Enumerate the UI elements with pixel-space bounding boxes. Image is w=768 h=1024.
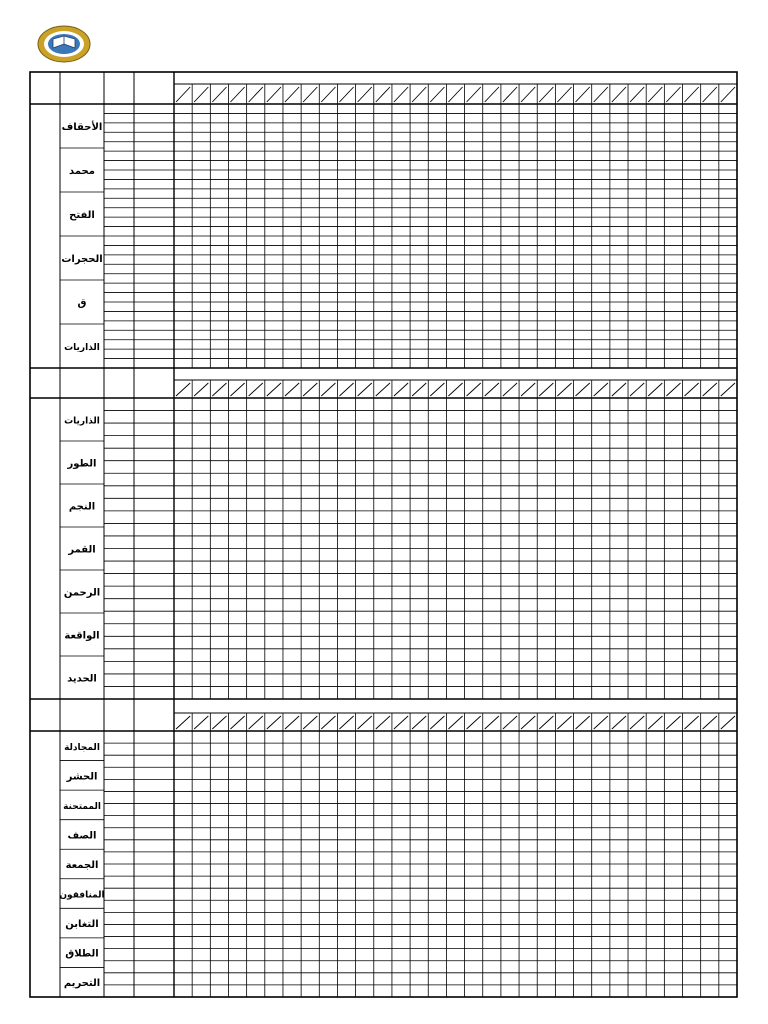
surah-label: المنافقون [59,890,105,901]
date-slash [539,87,553,102]
surah-label: التحريم [63,978,101,990]
date-slash [412,383,426,396]
surah-label: الطلاق [65,948,99,960]
date-slash [394,716,408,729]
date-slash [267,87,281,102]
surah-label: التغابن [65,919,99,931]
date-slash [467,87,481,102]
date-slash [612,716,626,729]
date-slash [376,383,390,396]
surah-label: الجمعة [65,860,99,871]
date-slash [448,383,462,396]
surah-label: المجادلة [64,742,100,753]
date-slash [594,716,608,729]
date-slash [721,716,735,729]
date-slash [339,716,353,729]
surah-label: الطور [67,458,97,470]
surah-label: النجم [68,501,96,513]
date-slash [430,87,444,102]
date-slash [321,87,335,102]
date-slash [249,716,263,729]
date-slash [194,383,208,396]
date-slash [267,383,281,396]
surah-label: ق [77,298,87,309]
date-slash [321,716,335,729]
date-slash [521,716,535,729]
date-slash [703,716,717,729]
date-slash [176,383,190,396]
date-slash [467,716,481,729]
date-slash [430,383,444,396]
date-slash [321,383,335,396]
date-slash [594,87,608,102]
date-slash [430,716,444,729]
date-slash [212,87,226,102]
surah-label: الأحقاف [61,122,103,133]
date-slash [685,87,699,102]
surah-label: محمد [69,166,95,177]
date-slash [485,383,499,396]
date-slash [648,383,662,396]
date-slash [303,716,317,729]
date-slash [176,87,190,102]
table-frame [30,72,737,997]
date-slash [485,87,499,102]
date-slash [557,87,571,102]
date-slash [648,716,662,729]
date-slash [666,87,680,102]
date-slash [503,87,517,102]
date-slash [503,383,517,396]
date-slash [485,716,499,729]
date-slash [448,716,462,729]
date-slash [194,87,208,102]
surah-label: الواقعة [64,630,100,642]
date-slash [376,87,390,102]
date-slash [249,383,263,396]
date-slash [376,716,390,729]
date-slash [212,383,226,396]
date-slash [539,383,553,396]
date-slash [612,383,626,396]
date-slash [339,87,353,102]
date-slash [612,87,626,102]
date-slash [467,383,481,396]
date-slash [576,716,590,729]
date-slash [212,716,226,729]
date-slash [230,383,244,396]
date-slash [648,87,662,102]
date-slash [394,383,408,396]
date-slash [412,87,426,102]
date-slash [576,383,590,396]
date-slash [557,716,571,729]
surah-label: الحجرات [61,254,103,265]
date-slash [576,87,590,102]
date-slash [521,87,535,102]
surah-label: الحشر [66,771,98,783]
date-slash [630,383,644,396]
date-slash [557,383,571,396]
date-slash [521,383,535,396]
date-slash [303,383,317,396]
date-slash [358,87,372,102]
date-slash [503,716,517,729]
surah-label: الحديد [67,673,97,685]
surah-label: الذاريات [64,416,100,427]
surah-label: الفتح [69,210,95,221]
date-slash [267,716,281,729]
date-slash [249,87,263,102]
date-slash [703,87,717,102]
date-slash [285,87,299,102]
date-slash [230,87,244,102]
date-slash [721,87,735,102]
date-slash [285,383,299,396]
date-slash [303,87,317,102]
date-slash [539,716,553,729]
date-slash [703,383,717,396]
date-slash [630,87,644,102]
date-slash [194,716,208,729]
date-slash [685,383,699,396]
date-slash [394,87,408,102]
surah-label: الذاريات [64,343,100,353]
date-slash [358,716,372,729]
date-slash [358,383,372,396]
date-slash [176,716,190,729]
date-slash [230,716,244,729]
date-slash [594,383,608,396]
surah-label: الممتحنة [63,801,101,812]
surah-label: القمر [68,544,96,556]
date-slash [666,716,680,729]
date-slash [721,383,735,396]
date-slash [412,716,426,729]
date-slash [630,716,644,729]
surah-label: الرحمن [63,587,101,599]
date-slash [448,87,462,102]
date-slash [666,383,680,396]
date-slash [339,383,353,396]
date-slash [685,716,699,729]
surah-label: الصف [67,830,97,842]
date-slash [285,716,299,729]
